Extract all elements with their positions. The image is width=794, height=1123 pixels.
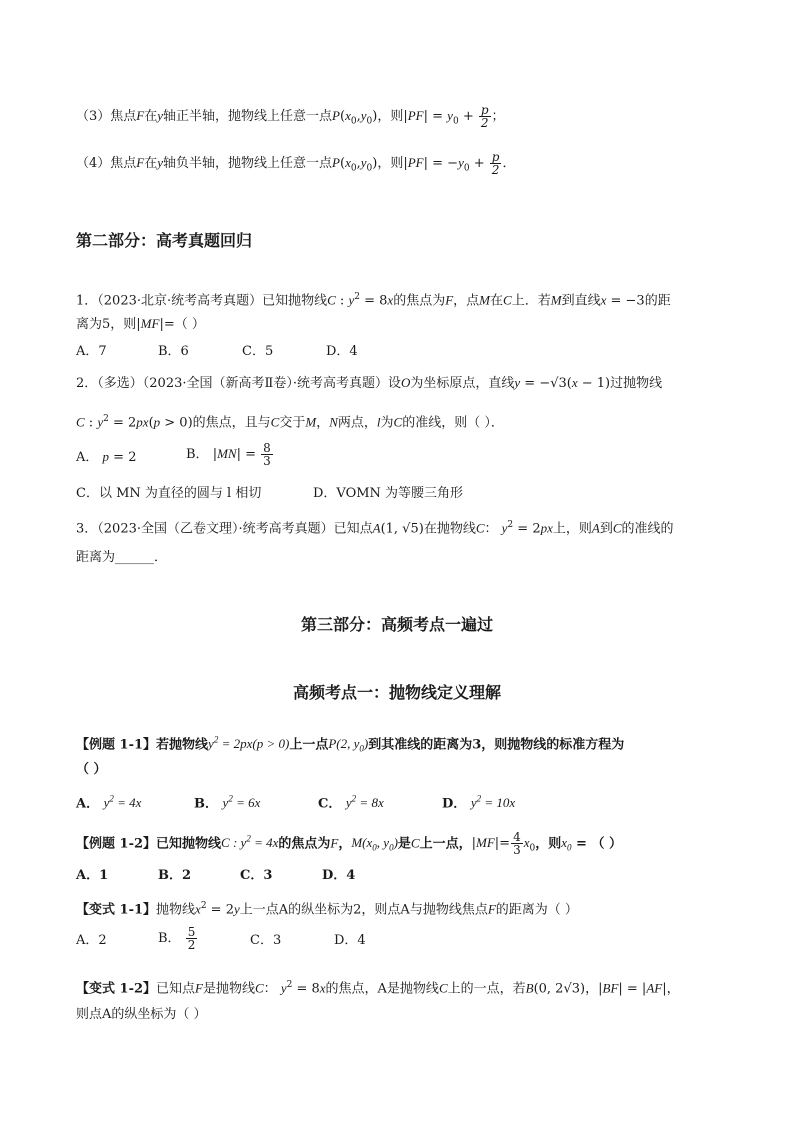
- text: 的焦点，且与: [192, 415, 271, 431]
- fraction: $\frac{5}{2}$: [187, 925, 196, 952]
- q2-option-c: C．以 MN 为直径的圆与 l 相切: [76, 486, 262, 501]
- ex12-option-d: D．4: [322, 868, 356, 883]
- text: 上．若: [511, 293, 551, 309]
- text: 【变式 1-1】: [76, 902, 157, 918]
- text: 在抛物线: [423, 521, 476, 537]
- text: ，: [585, 981, 599, 997]
- fraction: $\frac{p}{2}$: [480, 103, 489, 130]
- text: （4）焦点: [76, 156, 137, 171]
- text: ，则: [377, 109, 404, 124]
- text: 到直线: [561, 293, 601, 309]
- text: 为坐标原点，直线: [410, 376, 515, 391]
- text: A．: [76, 450, 99, 465]
- var11-option-d: D．4: [334, 933, 366, 948]
- q2-option-b: B． |MN| = $\frac{8}{3}$: [186, 441, 271, 468]
- var11-option-b: [158, 926, 198, 951]
- variant-1-2-line2: 则点A的纵坐标为（ ）: [76, 1007, 207, 1022]
- text: 的准线的: [621, 521, 674, 537]
- question-2: 2．（多选）（2023·全国（新高考Ⅱ卷）·统考高考真题）设O为坐标原点，直线y = −√3(x − 1)过抛物线: [76, 375, 663, 391]
- condition-3: （3）焦点F在y轴正半轴，抛物线上任意一点$P(x_0,y_0)$，则$|PF| = y_0$ + $\frac{p}{2}$ ；: [76, 103, 505, 130]
- ex11-option-d: D． $y^2 = 10x$: [442, 794, 516, 812]
- text: ，则: [377, 156, 404, 171]
- text: 抛物线: [156, 902, 196, 918]
- text: 上一点，: [419, 836, 472, 852]
- q1-option-d: D．4: [326, 344, 358, 359]
- text: ，: [338, 836, 352, 852]
- q1-option-b: B．6: [158, 344, 189, 359]
- section-3-heading: 第三部分：高频考点一遍过: [300, 615, 493, 634]
- question-3-line2: 距离为______．: [76, 550, 168, 565]
- ex12-option-a: A．1: [76, 868, 109, 883]
- text: 3．（2023·全国（乙卷文理）·统考高考真题）已知点: [76, 521, 373, 537]
- text: 在: [490, 293, 504, 309]
- text: 的距: [644, 293, 671, 309]
- text: （ ）: [591, 836, 622, 852]
- text: 上的一点，若: [447, 981, 526, 997]
- text: B．: [158, 931, 181, 946]
- text: （ ）: [174, 317, 205, 332]
- text: 是: [397, 836, 411, 852]
- text: 轴正半轴，抛物线上任意一点: [163, 109, 333, 124]
- text: 轴负半轴，抛物线上任意一点: [163, 156, 333, 171]
- q2-option-a: A． p = 2: [76, 449, 137, 465]
- text: D．: [442, 796, 467, 812]
- text: ．: [502, 156, 516, 171]
- fraction: $\frac{p}{2}$: [491, 150, 500, 177]
- text: 的准线，则（ ）．: [402, 415, 504, 431]
- text: A．: [76, 796, 100, 812]
- section-2-heading: 第二部分：高考真题回归: [76, 231, 253, 250]
- text: 在: [144, 156, 158, 171]
- text: 为: [380, 415, 394, 431]
- ex11-option-b: B． $y^2 = 6x$: [194, 794, 261, 812]
- variant-1-1: 【变式 1-1】抛物线$x^2 = 2y$上一点A的纵坐标为2，则点A与抛物线焦点F的距离为（ ）: [76, 901, 578, 918]
- text: 【例题 1-1】: [76, 737, 157, 753]
- text: 【变式 1-2】: [76, 981, 157, 997]
- var11-option-c: C．3: [250, 933, 282, 948]
- question-1-line2: 离为5，则|MF|=（ ）: [76, 316, 205, 332]
- text: 到其准线的距离为3，则抛物线的标准方程为: [368, 737, 625, 753]
- text: （3）焦点: [76, 109, 137, 124]
- text: 过抛物线: [610, 376, 663, 391]
- condition-4: （4）焦点F在y轴负半轴，抛物线上任意一点$P(x_0,y_0)$，则$|PF| = -y_0$ + $\frac{p}{2}$ ．: [76, 150, 516, 177]
- q2-option-d: D．VOMN 为等腰三角形: [313, 486, 464, 501]
- ex11-option-c: C． $y^2 = 8x$: [318, 794, 384, 812]
- text: B．: [194, 796, 218, 812]
- text: 已知抛物线: [156, 836, 222, 852]
- text: B．: [186, 447, 209, 462]
- ex11-option-a: A． $y^2 = 4x$: [76, 794, 142, 812]
- text: 2．（多选）（2023·全国（新高考Ⅱ卷）·统考高考真题）设: [76, 376, 401, 391]
- text: 【例题 1-2】: [76, 836, 157, 852]
- text: ；: [491, 109, 505, 124]
- example-1-1-paren: （ ）: [76, 762, 107, 777]
- text: 1．（2023·北京·统考高考真题）已知抛物线: [76, 293, 328, 309]
- question-2-line2: C : $y^2 = 2px(p > 0)$的焦点，且与C交于M，N两点，l为C的准线，则（ ）．: [76, 414, 504, 431]
- q1-option-c: C．5: [242, 344, 274, 359]
- text: 已知点: [156, 981, 196, 997]
- topic-1-heading: 高频考点一：抛物线定义理解: [292, 683, 501, 702]
- text: 上一点: [289, 737, 329, 753]
- text: 上一点A的纵坐标为2，则点A与抛物线焦点: [239, 902, 488, 918]
- text: 在: [144, 109, 158, 124]
- text: 的焦点，A是抛物线: [325, 981, 439, 997]
- ex12-option-b: B．2: [158, 868, 192, 883]
- text: 到: [599, 521, 613, 537]
- text: ，则: [535, 836, 562, 852]
- fraction: $\frac{4}{3}$: [513, 830, 521, 858]
- text: 是抛物线: [202, 981, 255, 997]
- text: C．: [318, 796, 342, 812]
- ex12-option-c: C．3: [240, 868, 273, 883]
- text: 的焦点为: [278, 836, 331, 852]
- q1-option-a: A．7: [76, 344, 107, 359]
- text: 交于: [279, 415, 306, 431]
- variant-1-2: 【变式 1-2】已知点F是抛物线C： $y^2 = 8x$的焦点，A是抛物线C上的一点，若B(0, 2√3)，|BF| = |AF|，: [76, 980, 680, 997]
- text: 的距离为（ ）: [495, 902, 578, 918]
- text: 离为5，则: [76, 317, 137, 332]
- text: 两点，: [337, 415, 377, 431]
- example-1-1: 【例题 1-1】若抛物线$y^2 = 2px(p > 0)$上一点P(2, $y_0$)到其准线的距离为3，则抛物线的标准方程为: [76, 735, 625, 754]
- text: 若抛物线: [156, 737, 209, 753]
- example-1-2: 【例题 1-2】已知抛物线C : $y^2 = 4x$的焦点为F，$M(x_0$, $y_0$)是C上一点，|MF|= $\frac{4}{3}$ $x_0$，则$x_0$ = （ ）: [76, 830, 622, 858]
- fraction: $\frac{8}{3}$: [263, 441, 271, 468]
- text: 的焦点为: [393, 293, 446, 309]
- question-3: 3．（2023·全国（乙卷文理）·统考高考真题）已知点A(1, √5)在抛物线C： $y^2 = 2px$上，则A到C的准线的: [76, 520, 674, 537]
- text: ，点: [453, 293, 480, 309]
- question-1: 1．（2023·北京·统考高考真题）已知抛物线C : $y^2 = 8x$的焦点为F，点M在C上．若M到直线x = −3的距: [76, 292, 671, 309]
- var11-option-a: A．2: [76, 933, 107, 948]
- text: 上，则: [552, 521, 592, 537]
